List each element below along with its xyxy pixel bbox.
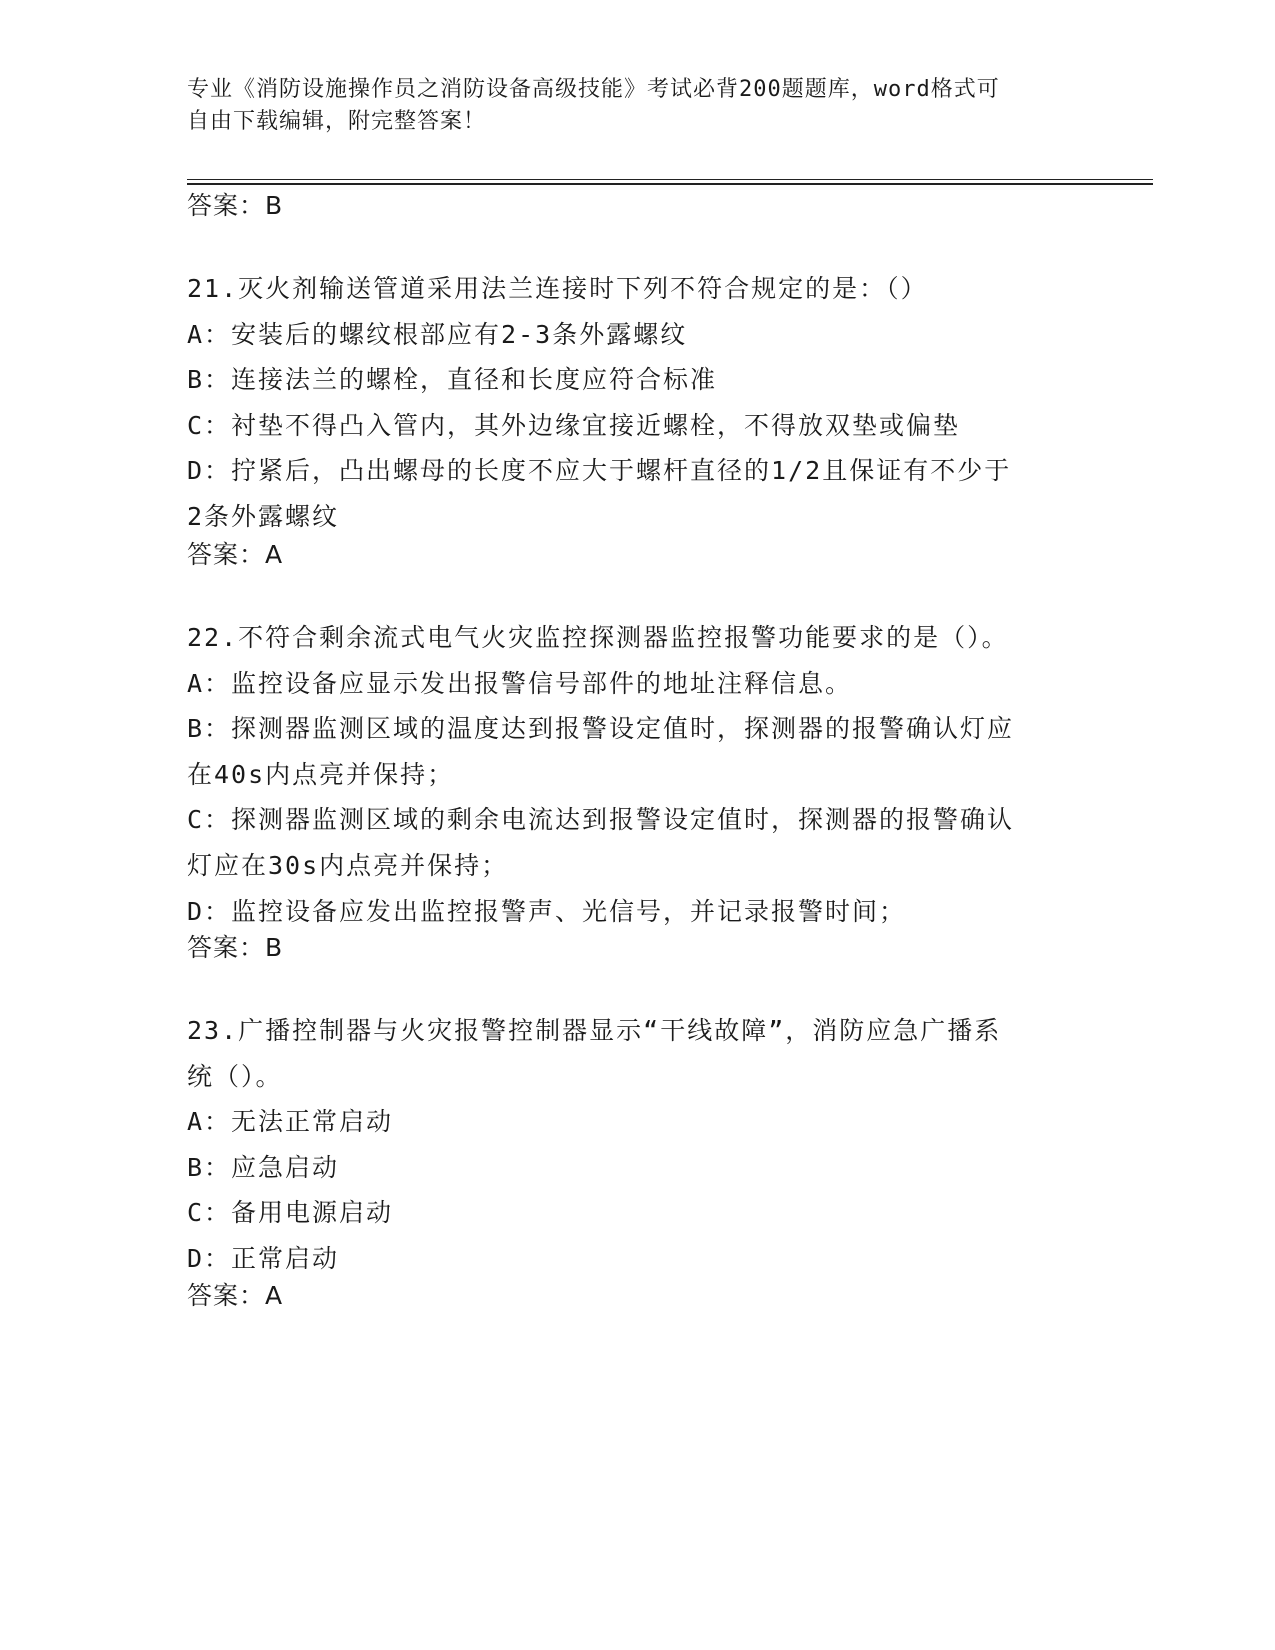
answer-line: 答案：A: [187, 540, 284, 569]
answer-line: 答案：B: [187, 933, 284, 962]
question-21: [187, 266, 1087, 540]
answer-line: 答案：A: [187, 1281, 284, 1310]
question-23: [187, 1008, 1087, 1282]
question-stem: 21.灭火剂输送管道采用法兰连接时下列不符合规定的是：（）: [187, 274, 928, 303]
option-d: D：拧紧后，凸出螺母的长度不应大于螺杆直径的1/2且保证有不少于: [187, 456, 1012, 486]
option-d-continuation: 2条外露螺纹: [187, 501, 340, 531]
option-a: A：安装后的螺纹根部应有2-3条外露螺纹: [187, 319, 688, 349]
option-c: C：备用电源启动: [187, 1198, 394, 1228]
option-b: B：探测器监测区域的温度达到报警设定值时，探测器的报警确认灯应: [187, 714, 1015, 744]
answer-line: 答案：B: [187, 191, 284, 220]
option-d: D：正常启动: [187, 1243, 340, 1273]
header-line-2: 自由下载编辑，附完整答案！: [187, 109, 487, 134]
option-c: C：探测器监测区域的剩余电流达到报警设定值时，探测器的报警确认: [187, 805, 1015, 835]
option-b: B：连接法兰的螺栓，直径和长度应符合标准: [187, 365, 718, 395]
question-stem: 22.不符合剩余流式电气火灾监控探测器监控报警功能要求的是（）。: [187, 623, 1009, 652]
question-stem-continuation: 统（）。: [187, 1061, 283, 1091]
option-b: B：应急启动: [187, 1152, 340, 1182]
document-header: [187, 74, 1067, 138]
question-22: [187, 615, 1087, 934]
option-a: A：监控设备应显示发出报警信号部件的地址注释信息。: [187, 668, 853, 698]
header-divider-thick: [187, 183, 1153, 185]
option-c-continuation: 灯应在30s内点亮并保持；: [187, 850, 509, 880]
option-b-continuation: 在40s内点亮并保持；: [187, 759, 455, 789]
option-c: C：衬垫不得凸入管内，其外边缘宜接近螺栓，不得放双垫或偏垫: [187, 410, 961, 440]
question-stem: 23.广播控制器与火灾报警控制器显示“干线故障”，消防应急广播系: [187, 1016, 1002, 1045]
option-a: A：无法正常启动: [187, 1107, 394, 1137]
header-line-1: 专业《消防设施操作员之消防设备高级技能》考试必背200题题库，word格式可: [187, 77, 1000, 102]
option-d: D：监控设备应发出监控报警声、光信号，并记录报警时间；: [187, 896, 907, 926]
header-divider-thin: [187, 179, 1153, 180]
